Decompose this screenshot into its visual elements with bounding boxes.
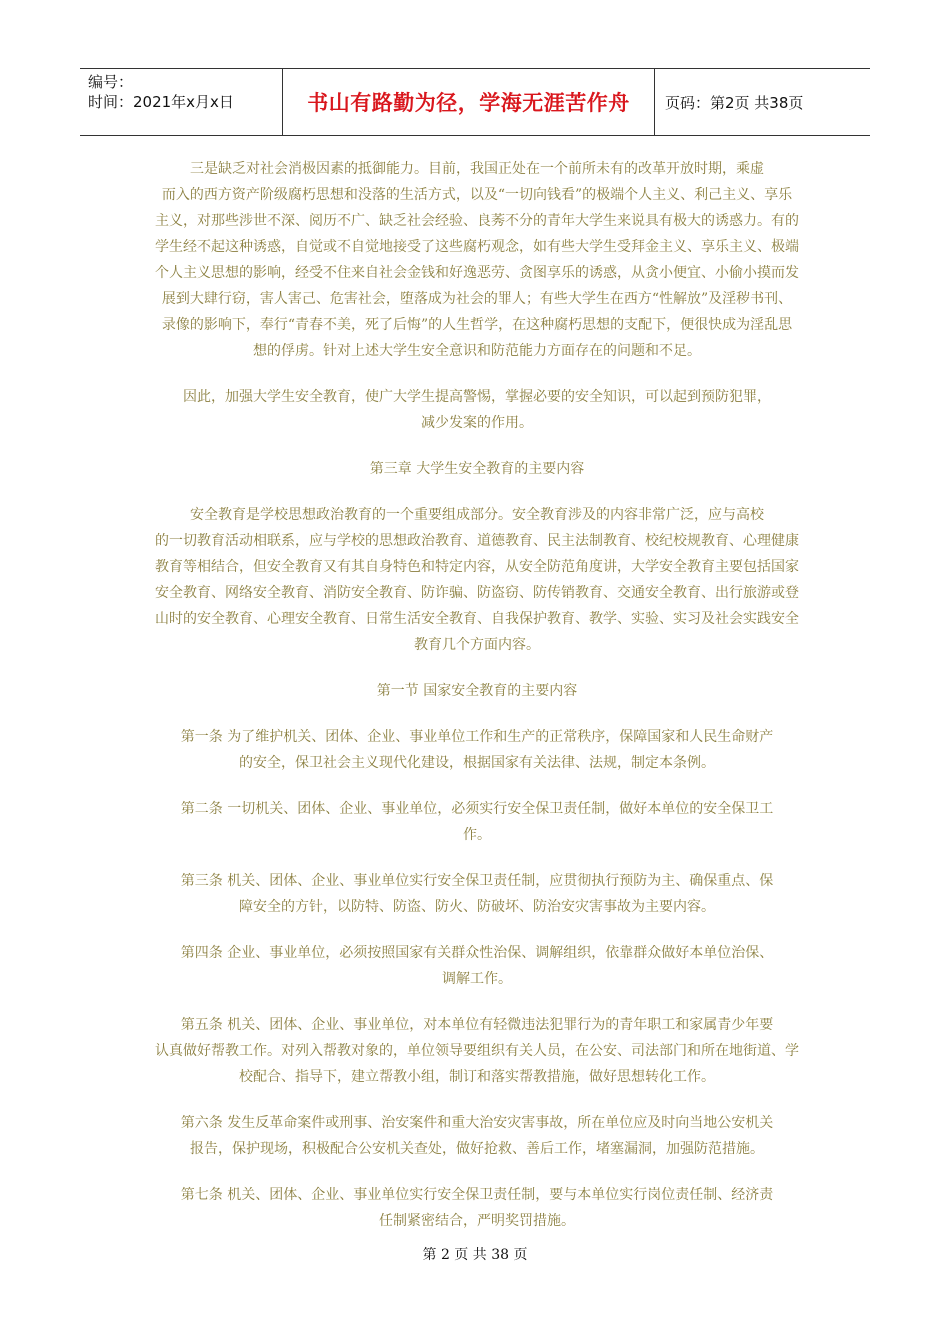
document-body (142, 156, 812, 1234)
text-line: 认真做好帮教工作。对列入帮教对象的，单位领导要组织有关人员，在公安、司法部门和所在地街道、学 (155, 1043, 799, 1059)
paragraph-p3 (142, 502, 812, 658)
text-line: 安全教育是学校思想政治教育的一个重要组成部分。安全教育涉及的内容非常广泛，应与高校 (190, 507, 764, 523)
text-line: 个人主义思想的影响，经受不住来自社会金钱和好逸恶劳、贪图享乐的诱惑，从贪小便宜、小偷小摸而发 (155, 265, 799, 281)
text-line: 山时的安全教育、心理安全教育、日常生活安全教育、自我保护教育、教学、实验、实习及社会实践安全 (155, 611, 799, 627)
text-line: 想的俘虏。针对上述大学生安全意识和防范能力方面存在的问题和不足。 (253, 343, 701, 359)
article-paragraph (142, 796, 812, 848)
text-line: 障安全的方针，以防特、防盗、防火、防破坏、防治安灾害事故为主要内容。 (239, 899, 715, 915)
section-title: 第一节 国家安全教育的主要内容 (376, 683, 578, 699)
text-line: 三是缺乏对社会消极因素的抵御能力。目前，我国正处在一个前所未有的改革开放时期，乘虚 (190, 161, 764, 177)
article-paragraph (142, 868, 812, 920)
text-line: 教育几个方面内容。 (414, 637, 540, 653)
text-line: 因此，加强大学生安全教育，使广大学生提高警惕，掌握必要的安全知识，可以起到预防犯罪， (183, 389, 771, 405)
paragraph-p1 (142, 156, 812, 364)
text-line: 展到大肆行窃，害人害己、危害社会，堕落成为社会的罪人；有些大学生在西方“性解放”及淫秽书刊、 (161, 291, 793, 307)
text-line: 第七条 机关、团体、企业、事业单位实行安全保卫责任制，要与本单位实行岗位责任制、经济责 (180, 1187, 774, 1203)
text-line: 第三条 机关、团体、企业、事业单位实行安全保卫责任制，应贯彻执行预防为主、确保重点、保 (180, 873, 774, 889)
page-header (80, 68, 870, 136)
text-line: 第二条 一切机关、团体、企业、事业单位，必须实行安全保卫责任制，做好本单位的安全保卫工 (180, 801, 774, 817)
text-line: 主义，对那些涉世不深、阅历不广、缺乏社会经验、良莠不分的青年大学生来说具有极大的诱惑力。有的 (155, 213, 799, 229)
text-line: 安全教育、网络安全教育、消防安全教育、防诈骗、防盗窃、防传销教育、交通安全教育、出行旅游或登 (155, 585, 799, 601)
article-paragraph (142, 1012, 812, 1090)
text-line: 报告，保护现场，积极配合公安机关查处，做好抢救、善后工作，堵塞漏洞，加强防范措施。 (190, 1141, 764, 1157)
article-paragraph (142, 1110, 812, 1162)
time-label: 时间：2021年x月x日 (88, 93, 234, 111)
article-paragraph (142, 940, 812, 992)
header-page-info: 页码：第2页 共38页 (665, 93, 804, 112)
text-line: 的一切教育活动相联系，应与学校的思想政治教育、道德教育、民主法制教育、校纪校规教育、心理健康 (155, 533, 799, 549)
text-line: 第四条 企业、事业单位，必须按照国家有关群众性治保、调解组织，依靠群众做好本单位治保、 (180, 945, 774, 961)
text-line: 教育等相结合，但安全教育又有其自身特色和特定内容，从安全防范角度讲，大学安全教育主要包括国家 (155, 559, 799, 575)
text-line: 第一条 为了维护机关、团体、企业、事业单位工作和生产的正常秩序，保障国家和人民生命财产 (180, 729, 774, 745)
text-line: 减少发案的作用。 (421, 415, 533, 431)
text-line: 第六条 发生反革命案件或刑事、治安案件和重大治安灾害事故，所在单位应及时向当地公安机关 (180, 1115, 774, 1131)
articles-list (142, 724, 812, 1234)
text-line: 调解工作。 (442, 971, 512, 987)
text-line: 的安全，保卫社会主义现代化建设，根据国家有关法律、法规，制定本条例。 (239, 755, 715, 771)
text-line: 而入的西方资产阶级腐朽思想和没落的生活方式，以及“一切向钱看”的极端个人主义、利己主义、享乐 (161, 187, 793, 203)
text-line: 任制紧密结合，严明奖罚措施。 (379, 1213, 575, 1229)
text-line: 学生经不起这种诱惑，自觉或不自觉地接受了这些腐朽观念，如有些大学生受拜金主义、享乐主义、极端 (155, 239, 799, 255)
text-line: 第五条 机关、团体、企业、事业单位，对本单位有轻微违法犯罪行为的青年职工和家属青少年要 (180, 1017, 774, 1033)
chapter-title: 第三章 大学生安全教育的主要内容 (369, 461, 585, 477)
header-motto: 书山有路勤为径，学海无涯苦作舟 (282, 69, 655, 135)
article-paragraph (142, 1182, 812, 1234)
text-line: 校配合、指导下，建立帮教小组，制订和落实帮教措施，做好思想转化工作。 (239, 1069, 715, 1085)
page-footer: 第 2 页 共 38 页 (422, 1247, 528, 1263)
text-line: 作。 (463, 827, 491, 843)
number-label: 编号： (88, 73, 134, 91)
text-line: 录像的影响下，奉行“青春不美，死了后悔”的人生哲学，在这种腐朽思想的支配下，便很快成为淫乱思 (161, 317, 793, 333)
article-paragraph (142, 724, 812, 776)
paragraph-p2 (142, 384, 812, 436)
header-meta (80, 69, 282, 135)
